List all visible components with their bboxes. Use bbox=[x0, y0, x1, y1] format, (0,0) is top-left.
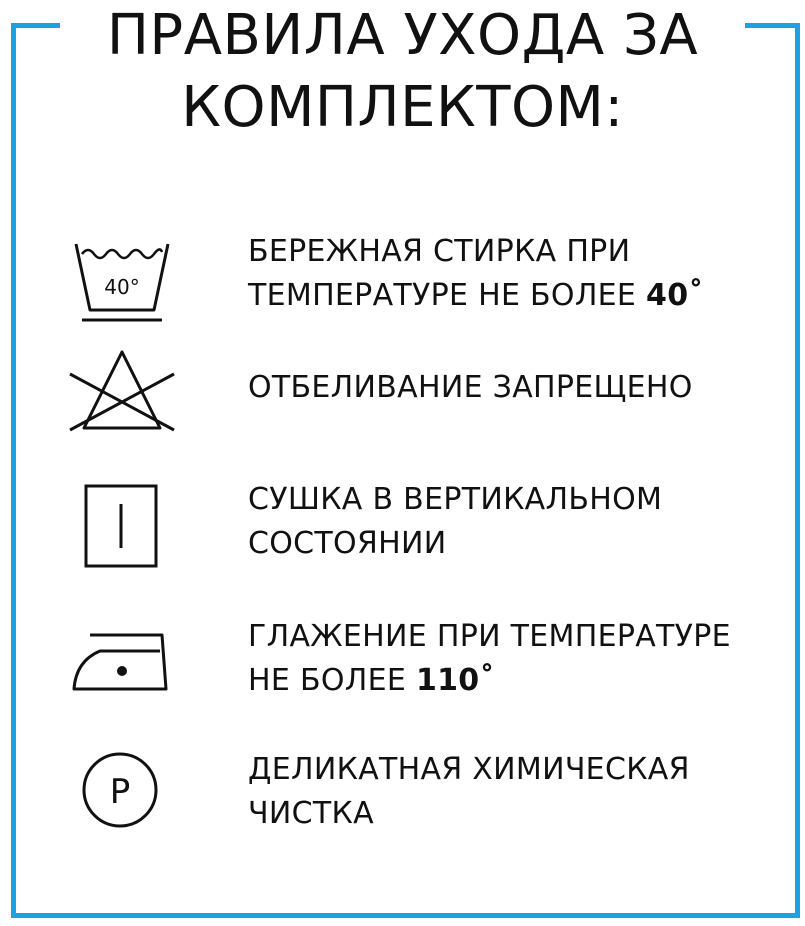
page-title bbox=[60, 0, 745, 144]
care-item-washing bbox=[0, 228, 805, 348]
line-dry-icon bbox=[62, 478, 182, 588]
care-item-ironing-line-2-text: НЕ БОЛЕЕ bbox=[248, 663, 416, 698]
care-item-washing-line-2-text: ТЕМПЕРАТУРЕ НЕ БОЛЕЕ bbox=[248, 278, 647, 313]
care-item-drying-line-2: СОСТОЯНИИ bbox=[248, 526, 447, 561]
care-item-washing-line-1: БЕРЕЖНАЯ СТИРКА ПРИ bbox=[248, 234, 631, 269]
title-line-2: КОМПЛЕКТОМ: bbox=[181, 75, 624, 140]
title-line-1: ПРАВИЛА УХОДА ЗА bbox=[106, 3, 699, 68]
care-item-dry-clean-label bbox=[248, 748, 788, 836]
no-bleach-icon bbox=[62, 344, 182, 454]
care-item-ironing bbox=[0, 615, 805, 735]
care-item-dry-clean-line-2: ЧИСТКА bbox=[248, 796, 374, 831]
care-item-drying bbox=[0, 478, 805, 598]
care-item-washing-line-2 bbox=[248, 274, 788, 318]
care-item-ironing-temp-value: 110˚ bbox=[415, 663, 495, 698]
care-item-drying-line-1: СУШКА В ВЕРТИКАЛЬНОМ bbox=[248, 482, 663, 517]
care-item-ironing-line-1: ГЛАЖЕНИЕ ПРИ ТЕМПЕРАТУРЕ bbox=[248, 619, 731, 654]
care-item-dry-clean bbox=[0, 748, 805, 868]
care-item-bleach-line-1: ОТБЕЛИВАНИЕ ЗАПРЕЩЕНО bbox=[248, 370, 693, 405]
care-item-ironing-label bbox=[248, 615, 788, 703]
wash-temperature-text: 40° bbox=[104, 275, 140, 299]
care-item-washing-temp-value: 40˚ bbox=[646, 278, 704, 313]
wash-40-gentle-icon bbox=[62, 230, 182, 340]
iron-one-dot-icon bbox=[62, 615, 182, 725]
care-item-bleach bbox=[0, 344, 805, 464]
care-item-washing-label bbox=[248, 230, 788, 318]
care-item-bleach-label bbox=[248, 366, 788, 410]
care-item-drying-label bbox=[248, 478, 788, 566]
dry-clean-p-icon bbox=[62, 748, 182, 858]
care-item-ironing-line-2 bbox=[248, 659, 788, 703]
care-item-dry-clean-line-1: ДЕЛИКАТНАЯ ХИМИЧЕСКАЯ bbox=[248, 752, 690, 787]
dry-clean-letter: P bbox=[109, 772, 131, 812]
